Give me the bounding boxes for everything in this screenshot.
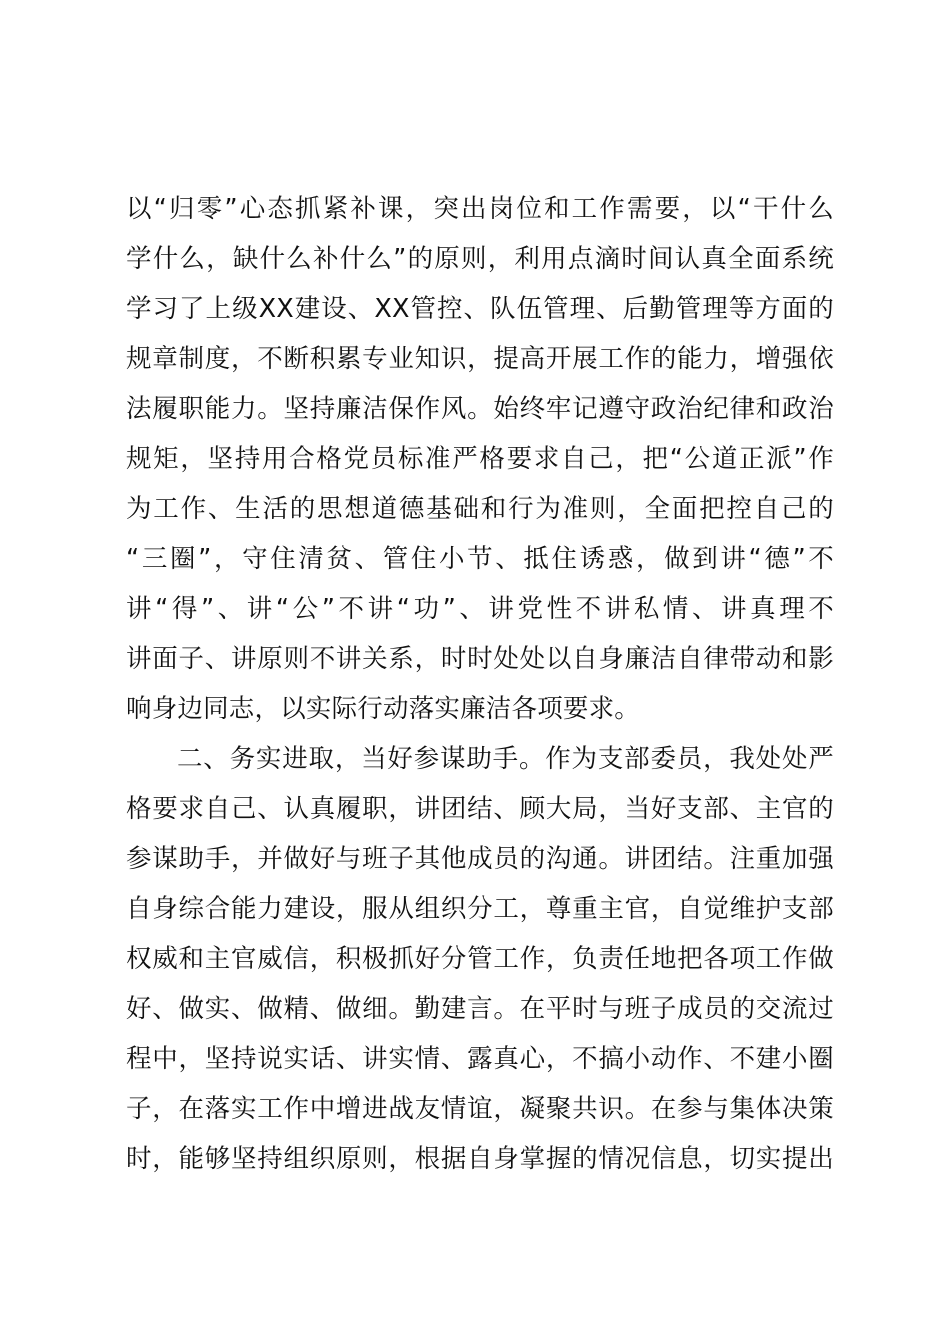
text-line: 讲“得”、讲“公”不讲“功”、讲党性不讲私情、讲真理不 (126, 594, 834, 624)
document-body (126, 184, 834, 1184)
text-line: 二、务实进取，当好参谋助手。作为支部委员，我处处严 (177, 744, 834, 774)
text-line: 学什么，缺什么补什么”的原则，利用点滴时间认真全面系统 (126, 244, 834, 274)
text-line: 权威和主官威信，积极抓好分管工作，负责任地把各项工作做 (126, 944, 834, 974)
text-line: 法履职能力。坚持廉洁保作风。始终牢记遵守政治纪律和政治 (126, 394, 834, 424)
text-line: “三圈”，守住清贫、管住小节、抵住诱惑，做到讲“德”不 (126, 544, 834, 574)
text-line: 响身边同志，以实际行动落实廉洁各项要求。 (126, 694, 641, 724)
text-line: 子，在落实工作中增进战友情谊，凝聚共识。在参与集体决策 (126, 1094, 834, 1124)
text-line: 学习了上级XX建设、XX管控、队伍管理、后勤管理等方面的 (126, 294, 834, 324)
text-line: 讲面子、讲原则不讲关系，时时处处以自身廉洁自律带动和影 (126, 644, 834, 674)
text-line: 规章制度，不断积累专业知识，提高开展工作的能力，增强依 (126, 344, 834, 374)
text-line: 自身综合能力建设，服从组织分工，尊重主官，自觉维护支部 (126, 894, 834, 924)
text-line: 好、做实、做精、做细。勤建言。在平时与班子成员的交流过 (126, 994, 834, 1024)
text-line: 参谋助手，并做好与班子其他成员的沟通。讲团结。注重加强 (126, 844, 834, 874)
text-line: 以“归零”心态抓紧补课，突出岗位和工作需要，以“干什么 (126, 194, 834, 224)
text-line: 规矩，坚持用合格党员标准严格要求自己，把“公道正派”作 (126, 444, 834, 474)
text-line: 为工作、生活的思想道德基础和行为准则，全面把控自己的 (126, 494, 834, 524)
text-line: 程中，坚持说实话、讲实情、露真心，不搞小动作、不建小圈 (126, 1044, 834, 1074)
text-line: 时，能够坚持组织原则，根据自身掌握的情况信息，切实提出 (126, 1144, 834, 1174)
text-line: 格要求自己、认真履职，讲团结、顾大局，当好支部、主官的 (126, 794, 834, 824)
